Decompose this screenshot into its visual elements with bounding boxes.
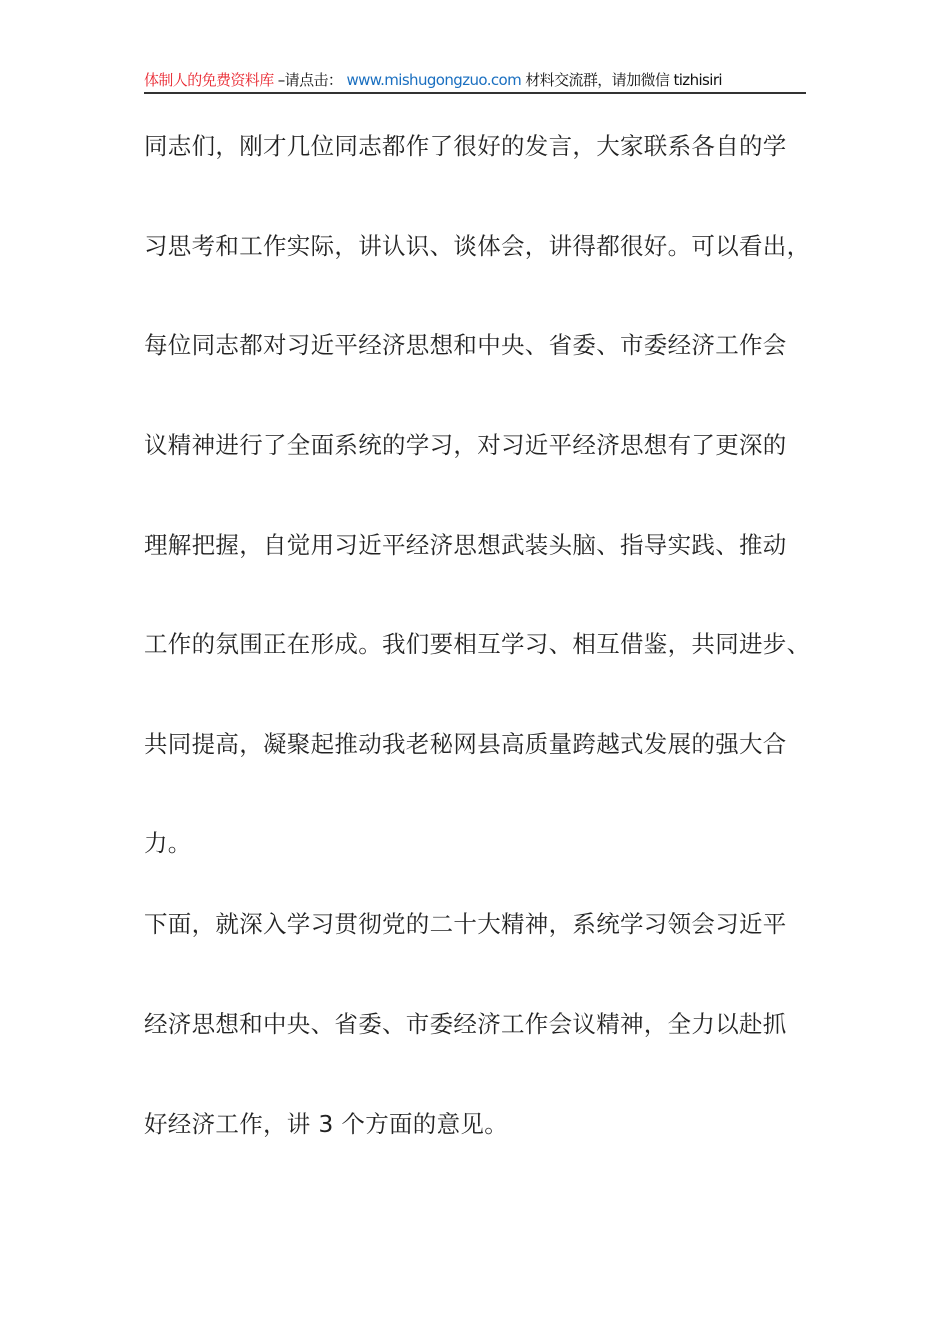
text-line: 同志们，刚才几位同志都作了很好的发言，大家联系各自的学 xyxy=(144,132,787,160)
page-header xyxy=(144,70,806,94)
text-line: 共同提高，凝聚起推动我老秘网县高质量跨越式发展的强大合 xyxy=(144,730,787,758)
text-line: 经济思想和中央、省委、市委经济工作会议精神，全力以赴抓 xyxy=(144,1010,787,1038)
text-line: 每位同志都对习近平经济思想和中央、省委、市委经济工作会 xyxy=(144,331,787,359)
header-prompt: –请点击： xyxy=(277,71,343,89)
text-line: 习思考和工作实际，讲认识、谈体会，讲得都很好。可以看出， xyxy=(144,232,811,260)
text-line: 下面，就深入学习贯彻党的二十大精神，系统学习领会习近平 xyxy=(144,910,787,938)
site-link[interactable]: www.mishugongzuo.com xyxy=(346,71,522,89)
text-line: 力。 xyxy=(144,829,192,857)
text-line: 议精神进行了全面系统的学习，对习近平经济思想有了更深的 xyxy=(144,431,787,459)
header-note: 材料交流群，请加微信 tizhisiri xyxy=(525,71,722,89)
text-line: 好经济工作，讲 3 个方面的意见。 xyxy=(144,1110,508,1138)
text-line: 理解把握，自觉用习近平经济思想武装头脑、指导实践、推动 xyxy=(144,531,787,559)
site-name: 体制人的免费资料库 xyxy=(144,71,274,89)
text-line: 工作的氛围正在形成。我们要相互学习、相互借鉴，共同进步、 xyxy=(144,630,811,658)
